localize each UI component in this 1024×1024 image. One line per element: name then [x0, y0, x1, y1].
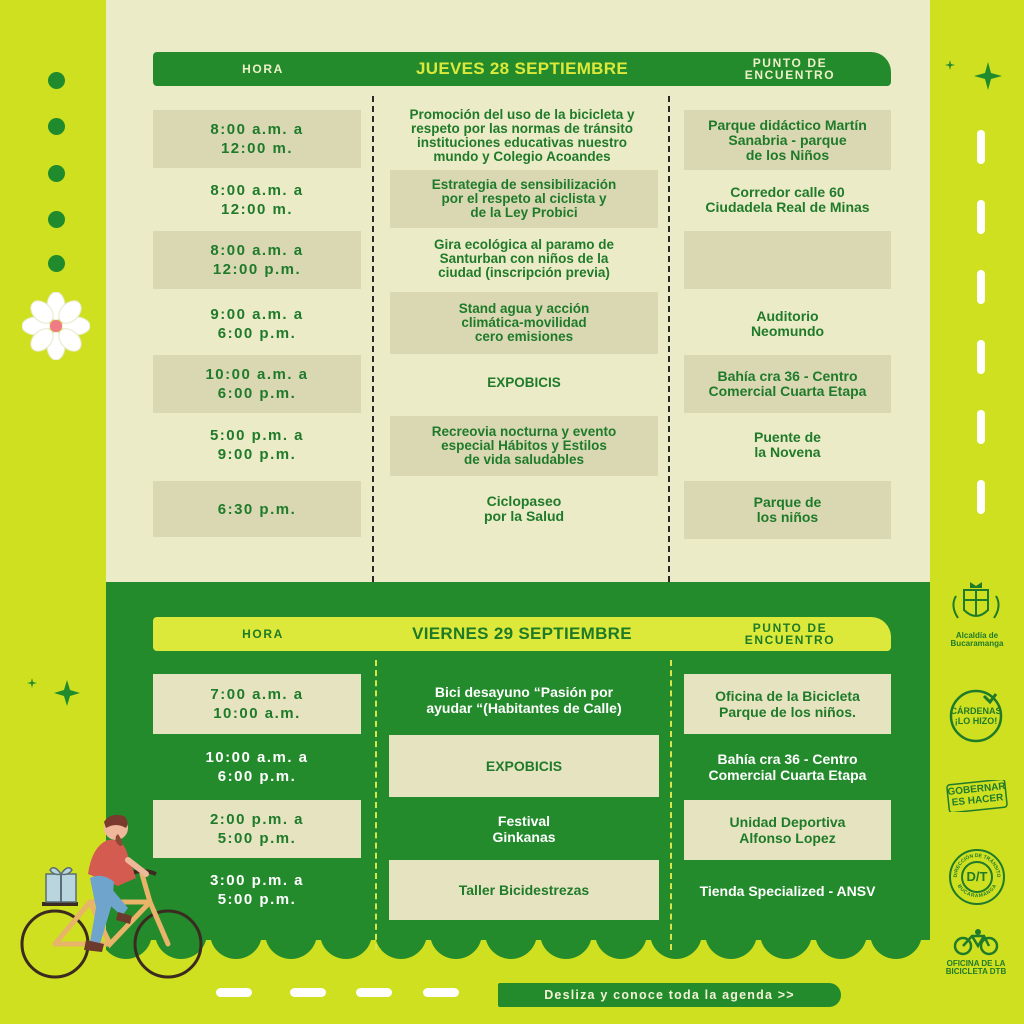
road-dash [977, 130, 985, 164]
road-dash [977, 410, 985, 444]
place-cell: Oficina de la Bicicleta Parque de los niños. [684, 674, 891, 734]
time-cell: 10:00 a.m. a 6:00 p.m. [205, 749, 309, 785]
hora-header: HORA [242, 627, 284, 641]
place-cell: Bahía cra 36 - Centro Comercial Cuarta Etapa [684, 355, 891, 413]
road-dash [977, 480, 985, 514]
time-cell: 9:00 a.m. a 6:00 p.m. [210, 306, 304, 342]
activity-cell: Recreovia nocturna y evento especial Hábitos y Estilos de vida saludables [390, 416, 658, 476]
place-cell: Puente de la Novena [754, 429, 821, 460]
activity-cell: Gira ecológica al paramo de Santurban con niños de la ciudad (inscripción previa) [433, 237, 615, 280]
gift-box-icon [46, 868, 76, 902]
place-cell: Parque didáctico Martín Sanabria - parque de los Niños [684, 110, 891, 170]
road-dash [977, 340, 985, 374]
sparkle-icon [940, 54, 1006, 98]
hora-header: HORA [242, 62, 284, 76]
time-cell: 7:00 a.m. a 10:00 a.m. [153, 674, 361, 734]
road-dash [977, 200, 985, 234]
place-cell [684, 231, 891, 289]
column-divider [668, 96, 670, 582]
activity-cell: Ciclopaseo por la Salud [483, 493, 565, 524]
punto-header: PUNTO DE ENCUENTRO [744, 621, 836, 647]
time-cell: 8:00 a.m. a 12:00 p.m. [153, 231, 361, 289]
road-dash [216, 988, 252, 997]
alcaldia-text: Alcaldía de Bucaramanga [950, 631, 1004, 648]
time-cell: 3:00 p.m. a 5:00 p.m. [209, 872, 305, 908]
oficina-text: OFICINA DE LA BICICLETA DTB [945, 959, 1007, 976]
activity-cell: Stand agua y acción climática-movilidad cero emisiones [390, 292, 658, 354]
column-divider [670, 660, 672, 950]
thursday-header [153, 52, 891, 86]
decor-dot [48, 255, 65, 272]
day-title: JUEVES 28 SEPTIEMBRE [416, 59, 628, 78]
time-cell: 8:00 a.m. a 12:00 m. [153, 110, 361, 168]
decor-dot [48, 72, 65, 89]
gobernar-text: GOBERNAR ES HACER [947, 780, 1007, 809]
column-divider [375, 660, 377, 950]
place-cell: Parque de los niños [684, 481, 891, 539]
time-cell: 5:00 p.m. a 9:00 p.m. [209, 427, 305, 463]
time-cell: 10:00 a.m. a 6:00 p.m. [153, 355, 361, 413]
cyclist-illustration [10, 812, 206, 992]
punto-header: PUNTO DE ENCUENTRO [744, 56, 836, 82]
road-dash [423, 988, 459, 997]
place-cell: Auditorio Neomundo [750, 308, 825, 339]
time-cell: 6:30 p.m. [153, 481, 361, 537]
activity-cell: Bici desayuno “Pasión por ayudar “(Habitantes de Calle) [426, 684, 622, 716]
activity-cell: Estrategia de sensibilización por el respeto al ciclista y de la Ley Probici [390, 170, 658, 228]
transito-text: D/T [966, 869, 988, 884]
friday-header [153, 617, 891, 651]
decor-dot [48, 211, 65, 228]
day-title: VIERNES 29 SEPTIEMBRE [412, 624, 632, 643]
flower-icon [22, 292, 90, 360]
agenda-cta-button[interactable]: Desliza y conoce toda la agenda >> [498, 983, 841, 1007]
sparkle-icon [22, 672, 82, 712]
activity-cell: Taller Bicidestrezas [389, 860, 659, 920]
decor-dot [48, 165, 65, 182]
place-cell: Tienda Specialized - ANSV [699, 883, 876, 899]
place-cell: Bahía cra 36 - Centro Comercial Cuarta Etapa [708, 751, 867, 783]
activity-cell: Festival Ginkanas [492, 813, 556, 845]
time-cell: 2:00 p.m. a 5:00 p.m. [153, 800, 361, 858]
transito-ring-bottom: BUCARAMANGA [955, 883, 999, 900]
alcaldia-logo [946, 582, 1006, 630]
column-divider [372, 96, 374, 582]
activity-cell: EXPOBICIS [487, 375, 561, 390]
decor-dot [48, 118, 65, 135]
activity-cell: EXPOBICIS [389, 735, 659, 797]
place-cell: Corredor calle 60 Ciudadela Real de Minas [705, 184, 870, 215]
time-cell: 8:00 a.m. a 12:00 m. [210, 182, 304, 218]
activity-cell: Promoción del uso de la bicicleta y respeto por las normas de tránsito instituciones educativas nuestro mundo y Colegio Acoandes [409, 107, 635, 164]
transito-ring-top: DIRECCIÓN DE TRÁNSITO [952, 852, 1002, 878]
cardenas-text: CÁRDENAS ¡LO HIZO! [950, 706, 1002, 726]
scallop-edge [106, 925, 930, 961]
road-dash [290, 988, 326, 997]
road-dash [356, 988, 392, 997]
bicycle-icon [952, 928, 1000, 956]
place-cell: Unidad Deportiva Alfonso Lopez [684, 800, 891, 860]
road-dash [977, 270, 985, 304]
